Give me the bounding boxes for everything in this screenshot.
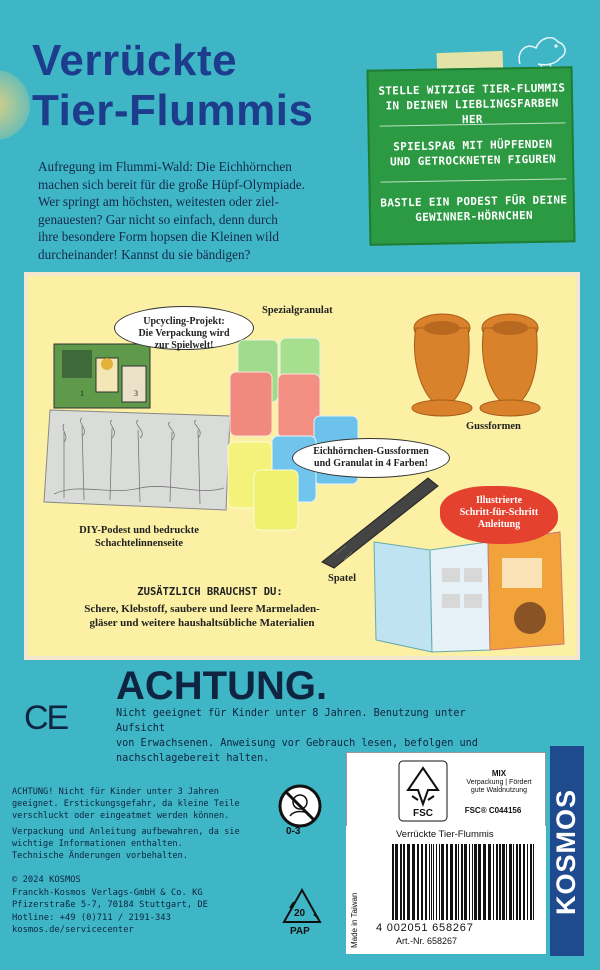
barcode-bar [395, 844, 398, 920]
barcode-bar [412, 844, 415, 920]
product-name: Verrückte Tier-Flummis [396, 829, 494, 840]
barcode-bar [506, 844, 507, 920]
feature-1-line-1: STELLE WITZIGE TIER-FLUMMIS [378, 81, 566, 98]
choking-warning-line: geeignet. Erstickungsgefahr, da kleine Teile [12, 799, 240, 809]
coloring-sheet-illustration [40, 402, 236, 514]
feature-3-line-1: BASTLE EIN PODEST FÜR DEINE [380, 193, 568, 210]
company-line: © 2024 KOSMOS [12, 875, 81, 885]
barcode-bar [429, 844, 430, 920]
fsc-mix-text [456, 770, 542, 796]
title-line-2: Tier-Flummis [32, 86, 314, 135]
feature-item-2 [378, 136, 568, 169]
storage-note-line: wichtige Informationen enthalten. [12, 839, 183, 849]
upcycling-line: Upcycling-Projekt: [143, 316, 225, 327]
barcode-bar [478, 844, 481, 920]
barcode-bar [533, 844, 534, 920]
barcode-bar [464, 844, 467, 920]
barcode-bar [488, 844, 491, 920]
squirrel-sketch-icon [512, 24, 572, 72]
storage-note-line: Verpackung und Anleitung aufbewahren, da sie [12, 827, 240, 837]
fsc-mix: MIX [491, 769, 507, 778]
barcode-bar [516, 844, 518, 920]
barcode-bar [455, 844, 457, 920]
choking-warning-line: verschluckt oder eingeatmet werden können. [12, 811, 230, 821]
feature-1-line-2: IN DEINEN LIEBLINGSFARBEN HER [385, 96, 559, 127]
barcode-icon [388, 842, 538, 922]
recycling-number: 20 [294, 908, 306, 919]
barcode-bar [417, 844, 419, 920]
barcode-bar [436, 844, 437, 920]
molds-bubble-line: Eichhörnchen-Gussformen [313, 446, 429, 457]
barcode-bar [499, 844, 501, 920]
age-icon-label: 0-3 [286, 826, 301, 837]
feature-item-3 [379, 192, 569, 225]
barcode-bar [474, 844, 477, 920]
squirrel-molds-illustration [402, 304, 560, 418]
barcode-bar [496, 844, 498, 920]
barcode-bar [523, 844, 525, 920]
article-number: Art.-Nr. 658267 [396, 936, 458, 946]
spatel-label: Spatel [328, 573, 357, 584]
company-line: kosmos.de/servicecenter [12, 925, 134, 936]
warning-line: Nicht geeignet für Kinder unter 8 Jahren. Benutzung unter Aufsicht [116, 708, 466, 734]
intro-line: genauesten? Gar nicht so einfach, denn durch [38, 211, 278, 227]
svg-text:3: 3 [134, 389, 138, 398]
ce-mark: CE [24, 699, 68, 737]
brand-logo: KOSMOS [551, 789, 581, 916]
barcode-digits: 4 002051 658267 [376, 922, 474, 934]
extra-materials-line: gläser und weitere haushaltsübliche Materialien [89, 617, 315, 629]
company-line: Pfizerstraße 5-7, 70184 Stuttgart, DE [12, 900, 208, 911]
feature-divider [380, 178, 566, 182]
upcycling-line: zur Spielwelt! [154, 340, 214, 351]
barcode-bar [441, 844, 444, 920]
company-info [12, 874, 282, 937]
fsc-tree-icon [398, 760, 448, 822]
barcode-bar [433, 844, 434, 920]
barcode-bar [446, 844, 448, 920]
extra-materials-text [42, 602, 362, 630]
molds-bubble-line: und Granulat in 4 Farben! [314, 458, 428, 469]
product-title [32, 36, 372, 136]
barcode-bar [450, 844, 453, 920]
choking-warning [12, 786, 282, 822]
decorative-glow [0, 70, 30, 140]
fsc-text-line: Verpackung | Fördert [466, 778, 532, 786]
made-in-text: Made in Taiwan [350, 892, 359, 948]
barcode-bar [502, 844, 505, 920]
diy-label-line: Schachtelinnenseite [94, 538, 184, 549]
extra-materials-line: Schere, Klebstoff, saubere und leere Marmeladen- [84, 603, 320, 615]
extra-materials-heading: ZUSÄTZLICH BRAUCHST DU: [137, 586, 283, 598]
barcode-bar [431, 844, 432, 920]
fsc-code: FSC® C044156 [464, 806, 522, 815]
barcode-bar [483, 844, 486, 920]
manual-badge-line: Schritt-für-Schritt [459, 507, 539, 518]
barcode-bar [403, 844, 405, 920]
warning-line: von Erwachsenen. Anweisung vor Gebrauch lesen, befolgen und [116, 738, 478, 749]
manual-badge-line: Anleitung [477, 519, 521, 530]
intro-line: Wer springt am höchsten, weitesten oder ziel- [38, 194, 279, 210]
barcode-bar [439, 844, 440, 920]
feature-3-line-2: GEWINNER-HÖRNCHEN [415, 208, 534, 224]
barcode-bar [469, 844, 470, 920]
barcode-bar [458, 844, 459, 920]
manual-badge-line: Illustrierte [475, 495, 523, 506]
diy-label-line: DIY-Podest und bedruckte [79, 525, 199, 536]
manual-badge [440, 486, 558, 544]
barcode-bar [400, 844, 402, 920]
barcode-bar [513, 844, 514, 920]
company-line: Franckh-Kosmos Verlags-GmbH & Co. KG [12, 887, 203, 898]
barcode-bar [509, 844, 512, 920]
spezialgranulat-label: Spezialgranulat [262, 305, 333, 316]
fsc-text-line: gute Waldnutzung [470, 787, 528, 794]
warning-line: nachschlagebereit halten. [116, 753, 270, 764]
intro-line: machen sich bereit für die große Hüpf-Olympiade. [38, 176, 305, 192]
barcode-bar [421, 844, 423, 920]
fsc-logo-text: FSC [413, 808, 433, 819]
feature-board [366, 66, 575, 246]
barcode-bar [493, 844, 494, 920]
company-line: Hotline: +49 (0)711 / 2191-343 [12, 912, 171, 923]
upcycling-line: Die Verpackung wird [138, 328, 230, 339]
diy-label [54, 524, 224, 550]
choking-warning-line: ACHTUNG! Nicht für Kinder unter 3 Jahren [12, 787, 219, 797]
barcode-bar [392, 844, 394, 920]
feature-2-line-1: SPIELSPAß MIT HÜPFENDEN [393, 137, 553, 154]
instruction-manual-illustration [370, 528, 566, 658]
title-line-1: Verrückte [32, 36, 238, 85]
barcode-bar [407, 844, 410, 920]
barcode-bar [527, 844, 528, 920]
recycling-label: PAP [290, 926, 310, 937]
gussformen-label: Gussformen [466, 421, 521, 432]
feature-item-1 [377, 80, 568, 128]
warning-heading: ACHTUNG. [116, 664, 328, 708]
barcode-bar [461, 844, 463, 920]
intro-line: ihre besondere Form hopsen die Kleinen wild [38, 229, 279, 245]
intro-line: durcheinander! Kannst du sie bändigen? [38, 246, 251, 262]
barcode-bar [425, 844, 427, 920]
intro-text [38, 158, 358, 264]
storage-note [12, 826, 282, 862]
intro-line: Aufregung im Flummi-Wald: Die Eichhörnchen [38, 159, 292, 174]
feature-2-line-2: UND GETROCKNETEN FIGUREN [389, 152, 557, 169]
barcode-bar [519, 844, 521, 920]
storage-note-line: Technische Änderungen vorbehalten. [12, 851, 188, 861]
svg-text:1: 1 [80, 389, 84, 398]
barcode-bar [472, 844, 473, 920]
barcode-bar [530, 844, 532, 920]
